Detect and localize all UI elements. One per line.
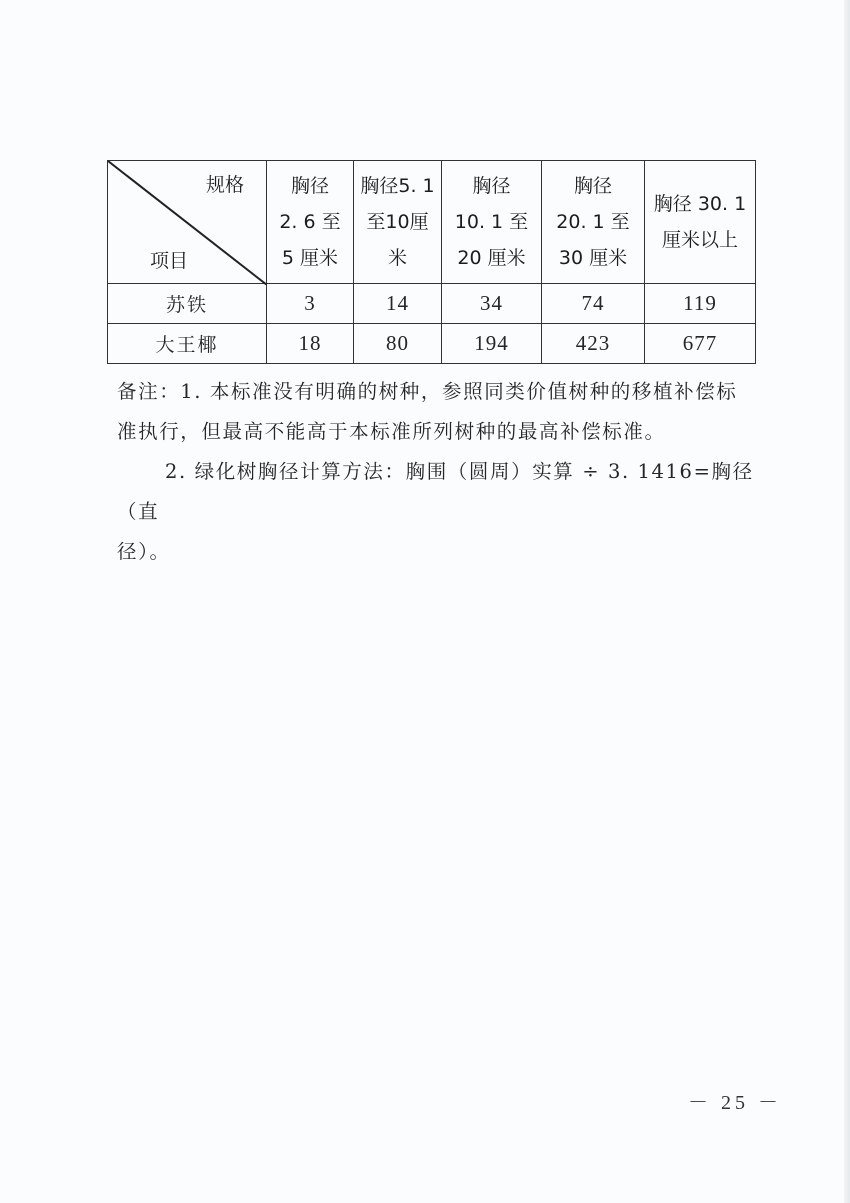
note-2-line-1: 2. 绿化树胸径计算方法：胸围（圆周）实算 ÷ 3. 1416=胸径（直 [117, 460, 754, 523]
page-edge [844, 0, 850, 1203]
table-cell: 14 [354, 284, 442, 324]
compensation-standard-table [107, 160, 756, 364]
table-cell: 119 [645, 284, 756, 324]
row-label: 苏铁 [108, 284, 267, 324]
column-header: 胸径 10. 1 至 20 厘米 [442, 161, 542, 284]
table-cell: 18 [267, 324, 354, 364]
page-number: － 25 － [688, 1092, 782, 1114]
column-header: 胸径5. 1 至10厘 米 [354, 161, 442, 284]
column-header: 胸径 30. 1 厘米以上 [645, 161, 756, 284]
table-cell: 423 [542, 324, 645, 364]
table-row [108, 284, 756, 324]
notes-section [117, 372, 757, 572]
table-cell: 80 [354, 324, 442, 364]
note-1-line-2: 准执行，但最高不能高于本标准所列树种的最高补偿标准。 [117, 420, 666, 443]
table-cell: 74 [542, 284, 645, 324]
table-cell: 34 [442, 284, 542, 324]
row-label: 大王椰 [108, 324, 267, 364]
table-header-row [108, 161, 756, 284]
column-header: 胸径 20. 1 至 30 厘米 [542, 161, 645, 284]
table-cell: 3 [267, 284, 354, 324]
corner-header-cell [108, 161, 267, 284]
table-cell: 194 [442, 324, 542, 364]
note-1-line-1: 备注：1. 本标准没有明确的树种，参照同类价值树种的移植补偿标 [117, 380, 738, 403]
column-header: 胸径 2. 6 至 5 厘米 [267, 161, 354, 284]
note-2-line-2: 径）。 [117, 540, 171, 563]
item-label: 项目 [150, 250, 189, 272]
spec-label: 规格 [205, 174, 244, 196]
table-cell: 677 [645, 324, 756, 364]
table-row [108, 324, 756, 364]
